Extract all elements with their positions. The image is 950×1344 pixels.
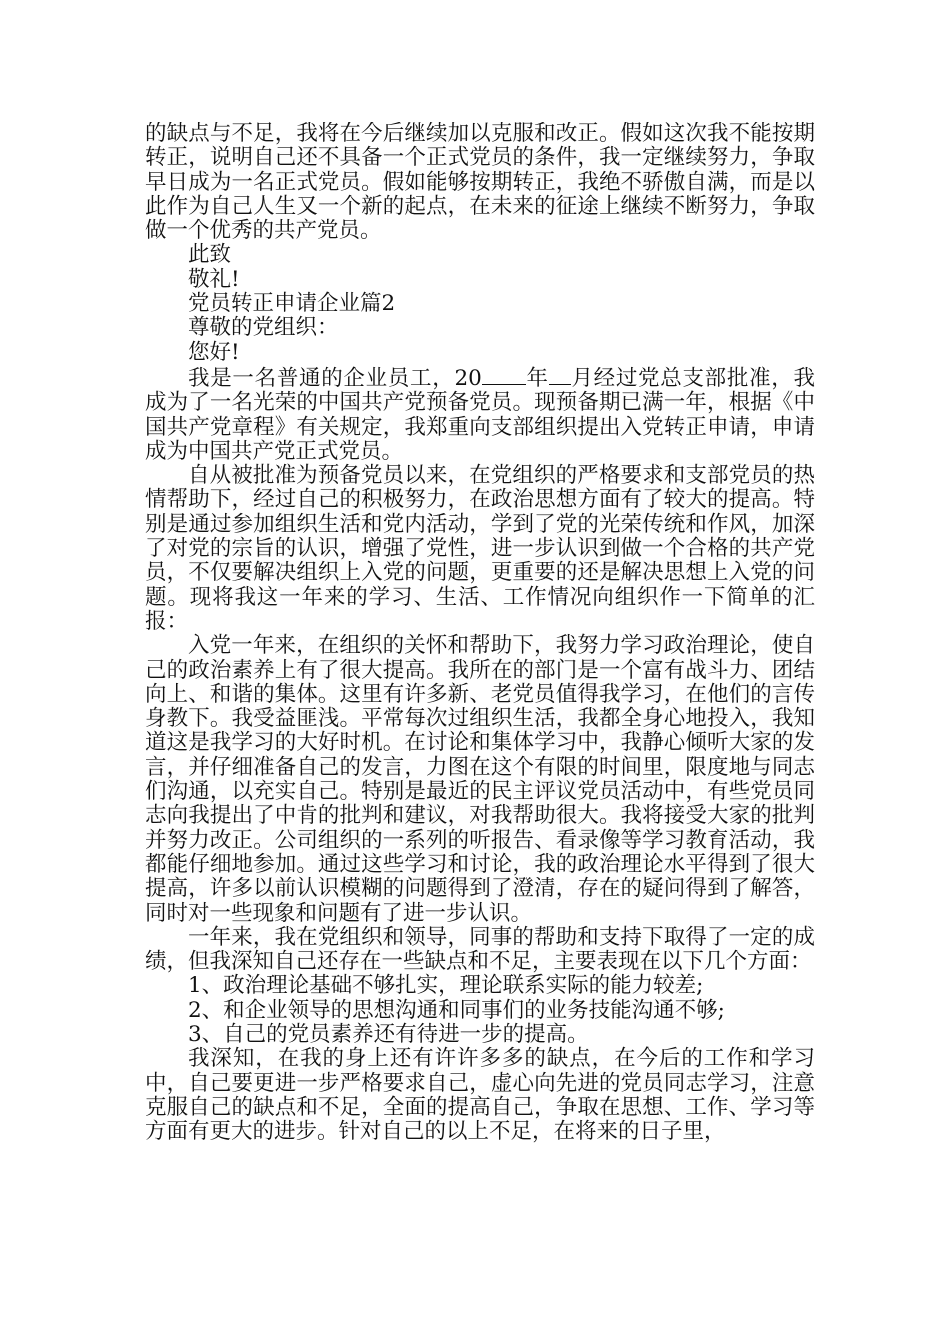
year-blank bbox=[482, 365, 526, 385]
month-blank bbox=[549, 365, 571, 385]
greeting-recipient: 尊敬的党组织： bbox=[188, 315, 339, 341]
paragraph-continuation: 的缺点与不足，我将在今后继续加以克服和改正。假如这次我不能按期转正，说明自己还不具备一个正式党员的条件，我一定继续努力，争取早日成为一名正式党员。假如能够按期转正，我绝不骄傲自满，而是以此作为自己人生又一个新的起点，在未来的征途上继续不断努力，争取做一个优秀的共产党员。 bbox=[145, 122, 815, 244]
closing-salutation: 此致 bbox=[188, 242, 232, 268]
paragraph-progress: 自从被批准为预备党员以来，在党组织的严格要求和支部党员的热情帮助下，经过自己的积极努力，在政治思想方面有了较大的提高。特别是通过参加组织生活和党内活动，学到了党的光荣传统和作风，加深了对党的宗旨的认识，增强了党性，进一步认识到做一个合格的共产党员，不仅要解决组织上入党的问题，更重要的还是解决思想上入党的问题。现将我这一年来的学习、生活、工作情况向组织作一下简单的汇报： bbox=[145, 463, 815, 634]
section-title: 党员转正申请企业篇2 bbox=[188, 291, 396, 317]
paragraph-intro-part-a: 我是一名普通的企业员工，20 bbox=[188, 365, 482, 391]
document-page bbox=[145, 122, 815, 1302]
paragraph-resolution: 我深知，在我的身上还有许许多多的缺点，在今后的工作和学习中，自己要更进一步严格要求自己，虚心向先进的党员同志学习，注意克服自己的缺点和不足，全面的提高自己，争取在思想、工作、学习等方面有更大的进步。针对自己的以上不足，在将来的日子里， bbox=[145, 1046, 815, 1145]
closing-regards: 敬礼! bbox=[188, 266, 240, 292]
paragraph-intro bbox=[145, 365, 815, 464]
paragraph-intro-part-b: 年 bbox=[525, 365, 549, 391]
paragraph-intro-part-c: 月经过党总支部批准，我成为了一名光荣的中国共产党预备党员。现预备期已满一年，根据《中国共产党章程》有关规定，我郑重向支部组织提出入党转正申请，申请成为中国共产党正式党员。 bbox=[145, 365, 815, 464]
paragraph-shortcomings: 一年来，我在党组织和领导，同事的帮助和支持下取得了一定的成绩，但我深知自己还存在一些缺点和不足，主要表现在以下几个方面： bbox=[145, 924, 815, 975]
paragraph-study: 入党一年来，在组织的关怀和帮助下，我努力学习政治理论，使自己的政治素养上有了很大提高。我所在的部门是一个富有战斗力、团结向上、和谐的集体。这里有许多新、老党员值得我学习，在他们的言传身教下。我受益匪浅。平常每次过组织生活，我都全身心地投入，我知道这是我学习的大好时机。在讨论和集体学习中，我静心倾听大家的发言，并仔细准备自己的发言，力图在这个有限的时间里，限度地与同志们沟通，以充实自己。特别是最近的民主评议党员活动中，有些党员同志向我提出了中肯的批判和建议，对我帮助很大。我将接受大家的批判并努力改正。公司组织的一系列的听报告、看录像等学习教育活动，我都能仔细地参加。通过这些学习和讨论，我的政治理论水平得到了很大提高，许多以前认识模糊的问题得到了澄清，存在的疑问得到了解答，同时对一些现象和问题有了进一步认识。 bbox=[145, 633, 815, 926]
list-item-2: 2、和企业领导的思想沟通和同事们的业务技能沟通不够; bbox=[188, 997, 725, 1023]
list-item-3: 3、自己的党员素养还有待进一步的提高。 bbox=[188, 1021, 589, 1047]
list-item-1: 1、政治理论基础不够扎实，理论联系实际的能力较差; bbox=[188, 973, 704, 999]
greeting-hello: 您好! bbox=[188, 339, 240, 365]
